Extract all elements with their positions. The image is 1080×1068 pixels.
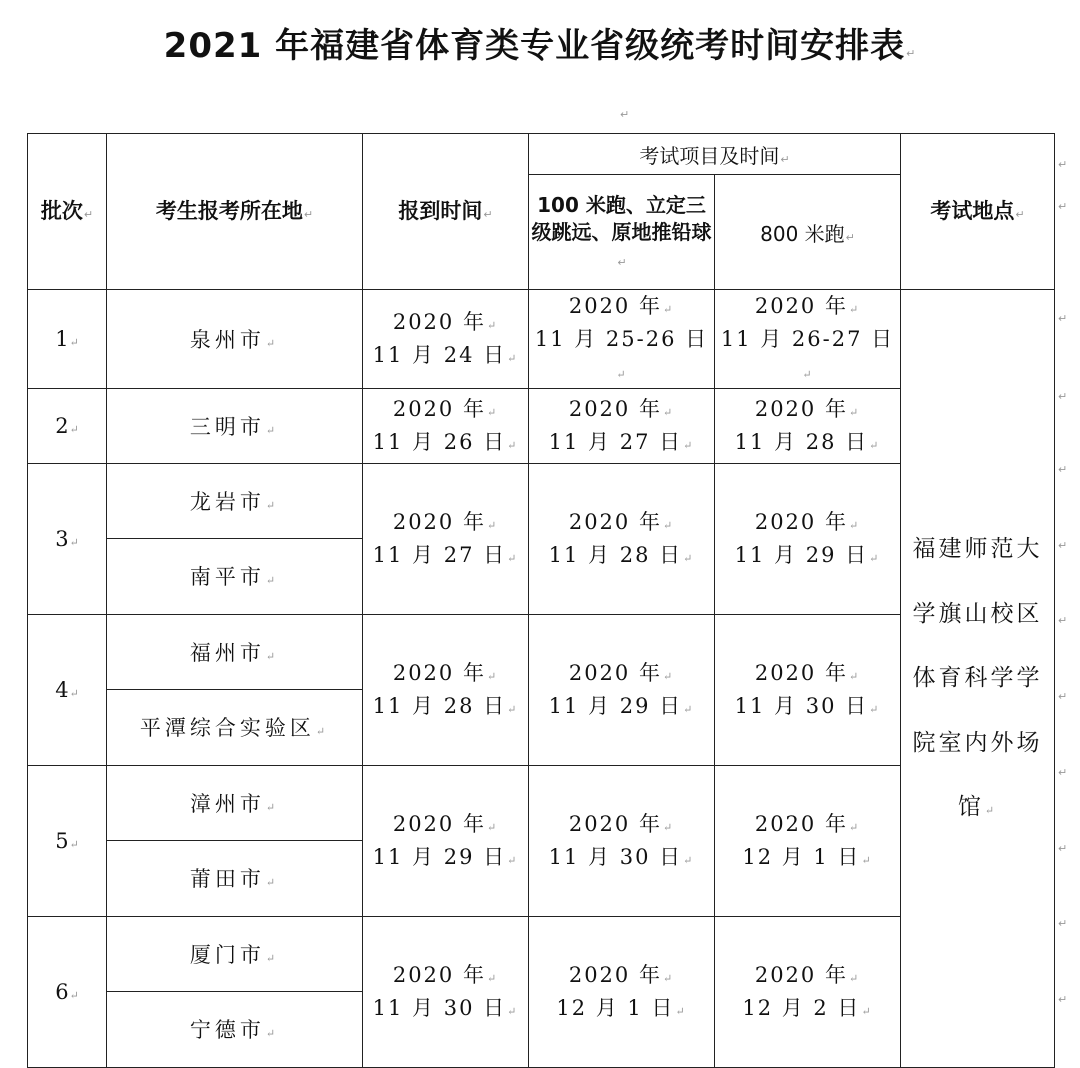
- event1-date-cell: [529, 463, 715, 614]
- paragraph-mark-icon: ↵: [483, 208, 493, 222]
- city-cell: [107, 538, 363, 614]
- exam-schedule-table: [27, 133, 1055, 1068]
- paragraph-mark-icon: ↵: [662, 303, 675, 316]
- paragraph-mark-icon: ↵: [683, 853, 695, 867]
- date-year: 2020 年: [568, 812, 662, 837]
- venue-cell: [901, 290, 1055, 1068]
- event1-date-cell: [529, 916, 715, 1067]
- page-title-text: 2021 年福建省体育类专业省级统考时间安排表: [163, 26, 906, 66]
- event2-date-cell: [715, 388, 901, 463]
- date-day: 12 月 2 日: [742, 995, 861, 1020]
- paragraph-mark-icon: ↵: [662, 406, 675, 420]
- paragraph-mark-icon: ↵: [848, 406, 861, 420]
- report-date-cell: [363, 614, 529, 765]
- paragraph-mark-icon: ↵: [265, 336, 280, 350]
- paragraph-mark-icon: ↵: [662, 670, 675, 684]
- batch-number: 1: [55, 326, 69, 351]
- paragraph-mark-icon: ↵: [507, 853, 519, 867]
- date-year: 2020 年: [392, 661, 486, 686]
- paragraph-mark-icon: ↵: [265, 876, 280, 890]
- city-cell: [107, 614, 363, 689]
- paragraph-mark-icon: ↵: [315, 725, 330, 739]
- city-name: 南平市: [189, 565, 265, 590]
- batch-cell: [28, 388, 107, 463]
- event2-date-cell: [715, 614, 901, 765]
- table-row: [28, 290, 1055, 389]
- date-day: 12 月 1 日: [556, 995, 675, 1020]
- date-day: 11 月 25-26 日: [534, 326, 709, 351]
- paragraph-mark-icon: ↵: [69, 535, 79, 549]
- city-cell: [107, 765, 363, 840]
- row-end-mark-icon: ↵: [1058, 463, 1068, 476]
- event1-date-cell: [529, 290, 715, 389]
- date-year: 2020 年: [754, 510, 848, 535]
- paragraph-mark-icon: ↵: [69, 837, 79, 851]
- batch-number: 3: [55, 526, 69, 551]
- date-day: 11 月 26 日: [372, 429, 507, 454]
- paragraph-mark-icon: ↵: [507, 702, 519, 716]
- city-name: 厦门市: [189, 942, 265, 967]
- paragraph-mark-icon: ↵: [848, 972, 861, 986]
- city-cell: [107, 991, 363, 1067]
- city-cell: [107, 290, 363, 389]
- header-batch: [28, 134, 107, 290]
- date-day: 11 月 27 日: [372, 542, 507, 567]
- paragraph-mark-icon: ↵: [848, 821, 861, 835]
- paragraph-mark-icon: ↵: [683, 702, 695, 716]
- paragraph-mark-icon: ↵: [869, 438, 881, 452]
- paragraph-mark-icon: ↵: [265, 423, 280, 437]
- batch-cell: [28, 463, 107, 614]
- row-end-mark-icon: ↵: [1058, 842, 1068, 855]
- row-end-mark-icon: ↵: [1058, 200, 1068, 213]
- date-day: 11 月 27 日: [548, 429, 683, 454]
- date-day: 11 月 29 日: [734, 542, 869, 567]
- report-date-cell: [363, 765, 529, 916]
- paragraph-mark-icon: ↵: [683, 438, 695, 452]
- report-date-cell: [363, 916, 529, 1067]
- paragraph-mark-icon: ↵: [83, 208, 94, 222]
- header-items-group-label: 考试项目及时间: [639, 143, 780, 168]
- event1-date-cell: [529, 388, 715, 463]
- row-end-mark-icon: ↵: [1058, 766, 1068, 779]
- table-row: [28, 916, 1055, 991]
- paragraph-mark-icon: ↵: [848, 303, 861, 316]
- date-year: 2020 年: [568, 397, 662, 422]
- paragraph-mark-icon: ↵: [802, 368, 814, 382]
- header-event1-label: 100 米跑、立定三级跳远、原地推铅球: [531, 192, 712, 244]
- city-cell: [107, 388, 363, 463]
- page-title: [0, 18, 1080, 67]
- date-year: 2020 年: [568, 510, 662, 535]
- paragraph-mark-icon: ↵: [486, 821, 499, 835]
- row-end-mark-icon: ↵: [1058, 690, 1068, 703]
- date-day: 11 月 30 日: [734, 693, 869, 718]
- header-batch-label: 批次: [40, 199, 83, 224]
- city-name: 龙岩市: [189, 489, 265, 514]
- event1-date-cell: [529, 765, 715, 916]
- paragraph-mark-icon: ↵: [984, 803, 998, 817]
- date-day: 11 月 28 日: [734, 429, 869, 454]
- event2-date-cell: [715, 916, 901, 1067]
- date-year: 2020 年: [392, 812, 486, 837]
- date-day: 11 月 24 日: [372, 342, 507, 367]
- date-day: 11 月 26-27 日: [720, 326, 895, 351]
- paragraph-mark-icon: ↵: [265, 951, 280, 965]
- paragraph-mark-icon: ↵: [845, 230, 855, 244]
- event2-date-cell: [715, 765, 901, 916]
- date-year: 2020 年: [754, 397, 848, 422]
- paragraph-mark-icon: ↵: [507, 438, 519, 452]
- row-end-mark-icon: ↵: [1058, 539, 1068, 552]
- city-cell: [107, 840, 363, 916]
- paragraph-mark-icon: ↵: [662, 972, 675, 986]
- date-year: 2020 年: [392, 310, 486, 335]
- city-name: 福州市: [189, 640, 265, 665]
- batch-cell: [28, 765, 107, 916]
- paragraph-mark-icon: ↵: [1015, 208, 1025, 222]
- date-year: 2020 年: [392, 397, 486, 422]
- paragraph-mark-icon: ↵: [486, 972, 499, 986]
- city-name: 三明市: [189, 414, 265, 439]
- paragraph-mark-icon: ↵: [675, 1004, 687, 1018]
- row-end-mark-icon: ↵: [1058, 390, 1068, 403]
- date-day: 11 月 29 日: [372, 844, 507, 869]
- table-row: [28, 388, 1055, 463]
- paragraph-mark-icon: ↵: [848, 519, 861, 533]
- report-date-cell: [363, 463, 529, 614]
- paragraph-mark-icon: ↵: [265, 574, 280, 588]
- header-event2-label: 800 米跑: [760, 221, 845, 246]
- paragraph-mark-icon: ↵: [69, 686, 79, 700]
- paragraph-mark-icon: ↵: [861, 1004, 873, 1018]
- report-date-cell: [363, 290, 529, 389]
- date-day: 11 月 30 日: [372, 995, 507, 1020]
- row-end-mark-icon: ↵: [1058, 917, 1068, 930]
- city-name: 宁德市: [189, 1018, 265, 1043]
- batch-cell: [28, 916, 107, 1067]
- header-row: [28, 134, 1055, 175]
- paragraph-mark-icon: ↵: [303, 208, 314, 222]
- paragraph-mark-icon: ↵: [486, 406, 499, 420]
- date-day: 12 月 1 日: [742, 844, 861, 869]
- batch-cell: [28, 614, 107, 765]
- header-report-time-label: 报到时间: [398, 199, 483, 224]
- date-year: 2020 年: [754, 963, 848, 988]
- paragraph-mark-icon: ↵: [848, 670, 861, 684]
- paragraph-mark-icon: ↵: [869, 551, 881, 565]
- date-year: 2020 年: [392, 963, 486, 988]
- date-year: 2020 年: [568, 294, 662, 318]
- paragraph-mark-icon: ↵: [507, 351, 519, 365]
- header-location-label: 考生报考所在地: [155, 199, 303, 224]
- row-end-mark-icon: ↵: [1058, 614, 1068, 627]
- city-cell: [107, 689, 363, 765]
- paragraph-mark-icon: ↵: [683, 551, 695, 565]
- header-event1: [529, 175, 715, 290]
- paragraph-mark-icon: ↵: [616, 368, 628, 382]
- city-cell: [107, 916, 363, 991]
- city-name: 泉州市: [189, 327, 265, 352]
- city-name: 莆田市: [189, 867, 265, 892]
- row-end-mark-icon: ↵: [1058, 158, 1068, 171]
- header-venue-label: 考试地点: [930, 199, 1015, 224]
- date-year: 2020 年: [392, 510, 486, 535]
- batch-number: 4: [55, 677, 69, 702]
- batch-number: 2: [55, 413, 69, 438]
- table-row: [28, 463, 1055, 538]
- paragraph-mark-icon: ↵: [662, 519, 675, 533]
- date-year: 2020 年: [754, 661, 848, 686]
- header-event2: [715, 175, 901, 290]
- paragraph-mark-icon: ↵: [486, 319, 499, 333]
- venue-text: 福建师范大学旗山校区体育科学学院室内外场馆: [912, 536, 1043, 820]
- event1-date-cell: [529, 614, 715, 765]
- report-date-cell: [363, 388, 529, 463]
- date-day: 11 月 28 日: [372, 693, 507, 718]
- paragraph-mark-icon: ↵: [861, 853, 873, 867]
- paragraph-mark-icon: ↵: [486, 519, 499, 533]
- paragraph-mark-icon: ↵: [507, 1004, 519, 1018]
- paragraph-mark-icon: ↵: [906, 47, 917, 60]
- header-location: [107, 134, 363, 290]
- paragraph-mark-icon: ↵: [69, 988, 79, 1002]
- row-end-mark-icon: ↵: [1058, 312, 1068, 325]
- date-year: 2020 年: [568, 963, 662, 988]
- table-row: [28, 614, 1055, 689]
- paragraph-mark-icon: ↵: [265, 1027, 280, 1041]
- row-end-mark-icon: ↵: [1058, 993, 1068, 1006]
- header-venue: [901, 134, 1055, 290]
- paragraph-mark-icon: ↵: [69, 335, 79, 349]
- city-cell: [107, 463, 363, 538]
- city-name: 平潭综合实验区: [139, 716, 315, 741]
- date-year: 2020 年: [754, 294, 848, 318]
- paragraph-mark-icon: ↵: [507, 551, 519, 565]
- paragraph-mark-icon: ↵: [662, 821, 675, 835]
- batch-cell: [28, 290, 107, 389]
- table-row: [28, 765, 1055, 840]
- batch-number: 5: [55, 828, 69, 853]
- date-day: 11 月 29 日: [548, 693, 683, 718]
- paragraph-mark-icon: ↵: [265, 498, 280, 512]
- event2-date-cell: [715, 463, 901, 614]
- paragraph-mark-icon: ↵: [617, 255, 627, 269]
- city-name: 漳州市: [189, 791, 265, 816]
- paragraph-mark-icon: ↵: [869, 702, 881, 716]
- date-day: 11 月 28 日: [548, 542, 683, 567]
- paragraph-mark-icon: ↵: [780, 152, 790, 166]
- event2-date-cell: [715, 290, 901, 389]
- paragraph-mark-icon: ↵: [69, 422, 79, 436]
- header-report-time: [363, 134, 529, 290]
- date-year: 2020 年: [568, 661, 662, 686]
- date-day: 11 月 30 日: [548, 844, 683, 869]
- paragraph-mark-icon: ↵: [486, 670, 499, 684]
- paragraph-mark-icon: ↵: [265, 800, 280, 814]
- header-items-group: [529, 134, 901, 175]
- date-year: 2020 年: [754, 812, 848, 837]
- paragraph-mark-icon: ↵: [620, 108, 630, 121]
- batch-number: 6: [55, 979, 69, 1004]
- paragraph-mark-icon: ↵: [265, 649, 280, 663]
